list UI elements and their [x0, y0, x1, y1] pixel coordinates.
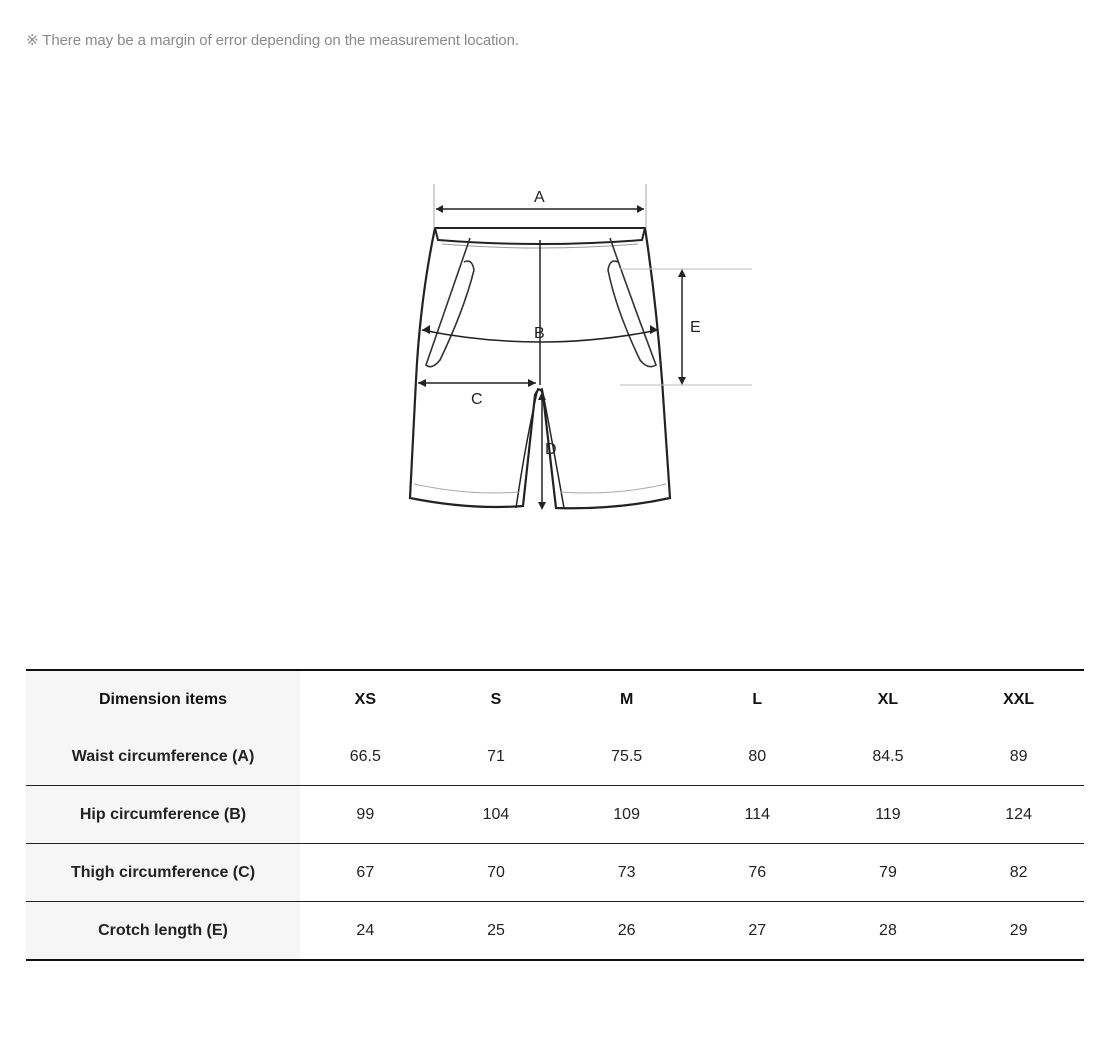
shorts-measurement-diagram	[380, 170, 780, 530]
dimension-e-arrow-bottom	[678, 377, 686, 385]
table-cell: 80	[692, 728, 823, 786]
table-cell: 26	[617, 921, 636, 939]
dimension-e-arrow-top	[678, 269, 686, 277]
table-cell: 84.5	[823, 728, 954, 786]
table-cell: 104	[431, 786, 562, 844]
table-cell: 99	[300, 786, 431, 844]
dimension-e-label: E	[690, 319, 701, 336]
dimension-c-arrow-left	[418, 379, 426, 387]
table-cell: 27	[748, 921, 767, 939]
table-cell: 75.5	[561, 728, 692, 786]
inner-leg-left	[516, 388, 538, 508]
pocket-left	[426, 238, 474, 367]
table-cell: 25	[487, 921, 505, 939]
header-size-m: M	[619, 690, 634, 708]
table-cell: 67	[300, 844, 431, 902]
table-cell: 24	[356, 921, 375, 939]
dimension-d-label: D	[545, 441, 557, 458]
header-size-s: S	[490, 690, 502, 708]
dimension-a-label: A	[534, 189, 545, 206]
table-cell: 124	[953, 786, 1084, 844]
header-size-xl: XL	[877, 690, 899, 708]
table-row	[26, 844, 1084, 902]
row-label: Hip circumference (B)	[26, 786, 300, 844]
table-cell: 119	[823, 786, 954, 844]
table-row	[26, 728, 1084, 786]
header-size-l: L	[752, 690, 763, 708]
table-cell: 82	[953, 844, 1084, 902]
table-cell: 89	[953, 728, 1084, 786]
measurement-note: ※ There may be a margin of error depending on the measurement location.	[26, 32, 519, 49]
table-cell: 76	[692, 844, 823, 902]
dimension-d-arrow-bottom	[538, 502, 546, 510]
table-cell: 28	[879, 921, 897, 939]
header-size-xxl: XXL	[1003, 690, 1035, 708]
table-cell: 109	[561, 786, 692, 844]
table-row	[26, 786, 1084, 844]
table-cell: 70	[431, 844, 562, 902]
row-label: Waist circumference (A)	[26, 728, 300, 786]
table-cell: 114	[692, 786, 823, 844]
dimension-c-arrow-right	[528, 379, 536, 387]
table-cell: 29	[1009, 921, 1028, 939]
table-header-row	[26, 670, 1084, 728]
table-cell: 66.5	[300, 728, 431, 786]
dimension-a-arrow-right	[637, 205, 644, 213]
table-cell: 71	[431, 728, 562, 786]
hem-stitch-right	[560, 484, 666, 493]
dimension-b-arrow-left	[422, 325, 430, 334]
shorts-illustration	[380, 170, 780, 530]
dimension-b-label: B	[534, 325, 545, 342]
size-chart-table	[26, 669, 1084, 961]
table-cell: 73	[561, 844, 692, 902]
dimension-c-label: C	[471, 391, 483, 408]
row-label: Thigh circumference (C)	[26, 844, 300, 902]
header-size-xs: XS	[354, 690, 376, 708]
row-label: Crotch length (E)	[26, 902, 300, 961]
table-row	[26, 902, 1084, 961]
dimension-a-arrow-left	[436, 205, 443, 213]
dimension-d-arrow-top	[538, 392, 546, 400]
header-dimension-items: Dimension items	[26, 670, 300, 728]
hem-stitch-left	[414, 484, 520, 493]
table-cell: 79	[823, 844, 954, 902]
